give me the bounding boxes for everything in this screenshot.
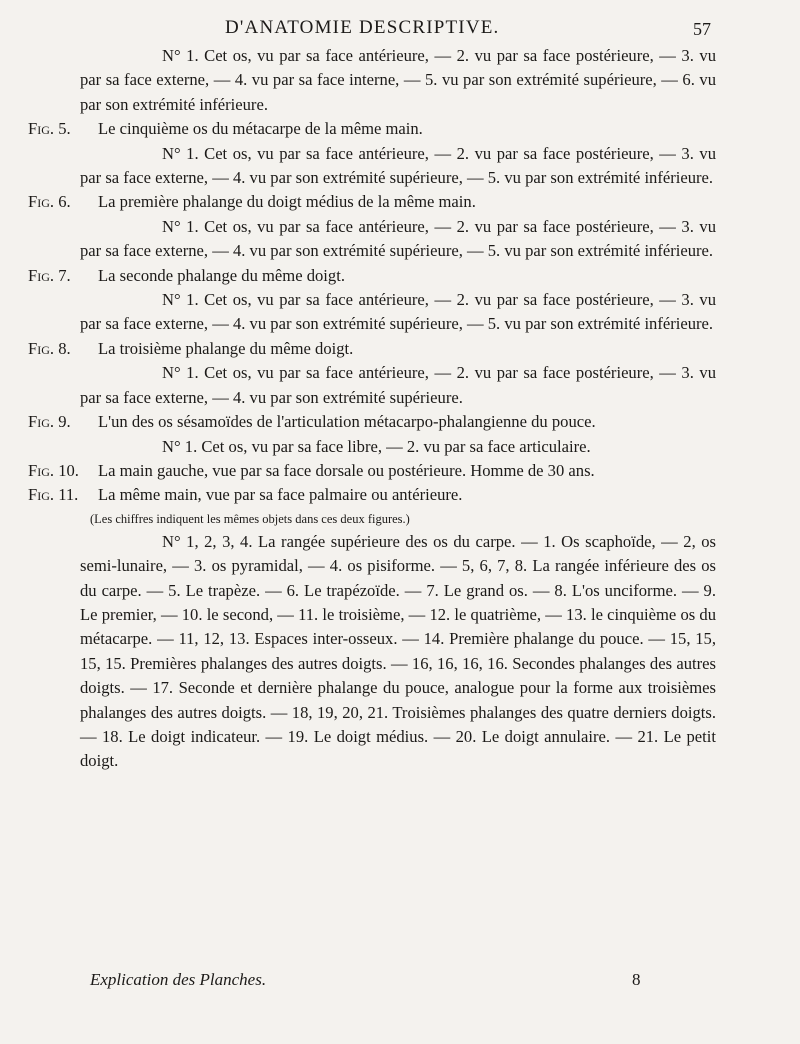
figure-description: N° 1. Cet os, vu par sa face antérieure, — 2. vu par sa face postérieure, — 3. vu par sa face externe, — 4. vu par son extrémité supérieure, — 5. vu par son extrémité inférieure.	[80, 290, 716, 334]
figure-title: La même main, vue par sa face palmaire ou antérieure.	[98, 485, 463, 505]
figure-heading	[28, 459, 716, 483]
figure-label: Fig. 9.	[28, 412, 71, 432]
figure-title: La main gauche, vue par sa face dorsale ou postérieure. Homme de 30 ans.	[98, 460, 595, 480]
continued-description: N° 1. Cet os, vu par sa face antérieure, — 2. vu par sa face postérieure, — 3. vu par sa face externe, — 4. vu par sa face interne, — 5. vu par son extrémité supérieure, — 6. vu par son extrémité inférieure.	[80, 46, 716, 114]
figure-title: La première phalange du doigt médius de la même main.	[98, 192, 476, 212]
figure-title: Le cinquième os du métacarpe de la même main.	[98, 119, 423, 139]
footer-title: Explication des Planches.	[90, 970, 267, 989]
figure-heading	[28, 337, 716, 361]
figure-heading	[28, 190, 716, 214]
page-body	[28, 44, 716, 774]
figure-description: N° 1, 2, 3, 4. La rangée supérieure des os du carpe. — 1. Os scaphoïde, — 2, os semi-lunaire, — 3. os pyramidal, — 4. os pisiforme. — 5, 6, 7, 8. La rangée inférieure des os du carpe. — 5. Le trapèze. — 6. Le trapézoïde. — 7. Le grand os. — 8. L'os unciforme. — 9. Le premier, — 10. le second, — 11. le troisième, — 12. le quatrième, — 13. le cinquième os du métacarpe. — 11, 12, 13. Espaces inter-osseux. — 14. Première phalange du pouce. — 15, 15, 15, 15. Premières phalanges des autres doigts. — 16, 16, 16, 16. Secondes phalanges des autres doigts. — 17. Seconde et dernière phalange du pouce, analogue pour la forme aux troisièmes phalanges des autres doigts. — 18, 19, 20, 21. Troisièmes phalanges des quatre derniers doigts. — 18. Le doigt indicateur. — 19. Le doigt médius. — 20. Le doigt annulaire. — 21. Le petit doigt.	[80, 531, 716, 771]
page-footer	[0, 970, 800, 994]
figure-label: Fig. 5.	[28, 119, 71, 139]
figure-heading	[28, 264, 716, 288]
page-number: 57	[693, 19, 711, 39]
figure-description: N° 1. Cet os, vu par sa face antérieure, — 2. vu par sa face postérieure, — 3. vu par sa face externe, — 4. vu par son extrémité supérieure, — 5. vu par son extrémité inférieure.	[80, 216, 716, 261]
figure-note: (Les chiffres indiquent les mêmes objets dans ces deux figures.)	[90, 511, 410, 526]
running-head	[0, 17, 800, 43]
figure-label: Fig. 6.	[28, 192, 71, 212]
figure-description: N° 1. Cet os, vu par sa face libre, — 2. vu par sa face articulaire.	[162, 436, 591, 456]
figure-heading	[28, 117, 716, 141]
figure-label: Fig. 8.	[28, 338, 71, 358]
figure-description: N° 1. Cet os, vu par sa face antérieure, — 2. vu par sa face postérieure, — 3. vu par sa face externe, — 4. vu par son extrémité supérieure, — 5. vu par son extrémité inférieure.	[80, 143, 716, 188]
signature-mark: 8	[632, 970, 641, 989]
figure-description: N° 1. Cet os, vu par sa face antérieure, — 2. vu par sa face postérieure, — 3. vu par sa face externe, — 4. vu par son extrémité supérieure.	[80, 363, 716, 407]
figure-title: La troisième phalange du même doigt.	[98, 338, 354, 358]
figure-heading	[28, 410, 716, 434]
figure-title: La seconde phalange du même doigt.	[98, 265, 345, 285]
figure-title: L'un des os sésamoïdes de l'articulation métacarpo-phalangienne du pouce.	[98, 412, 596, 432]
running-title: D'ANATOMIE DESCRIPTIVE.	[225, 17, 500, 38]
figure-heading	[28, 483, 716, 507]
figure-label: Fig. 7.	[28, 265, 71, 285]
figure-label: Fig. 10.	[28, 460, 79, 480]
figure-label: Fig. 11.	[28, 485, 79, 505]
